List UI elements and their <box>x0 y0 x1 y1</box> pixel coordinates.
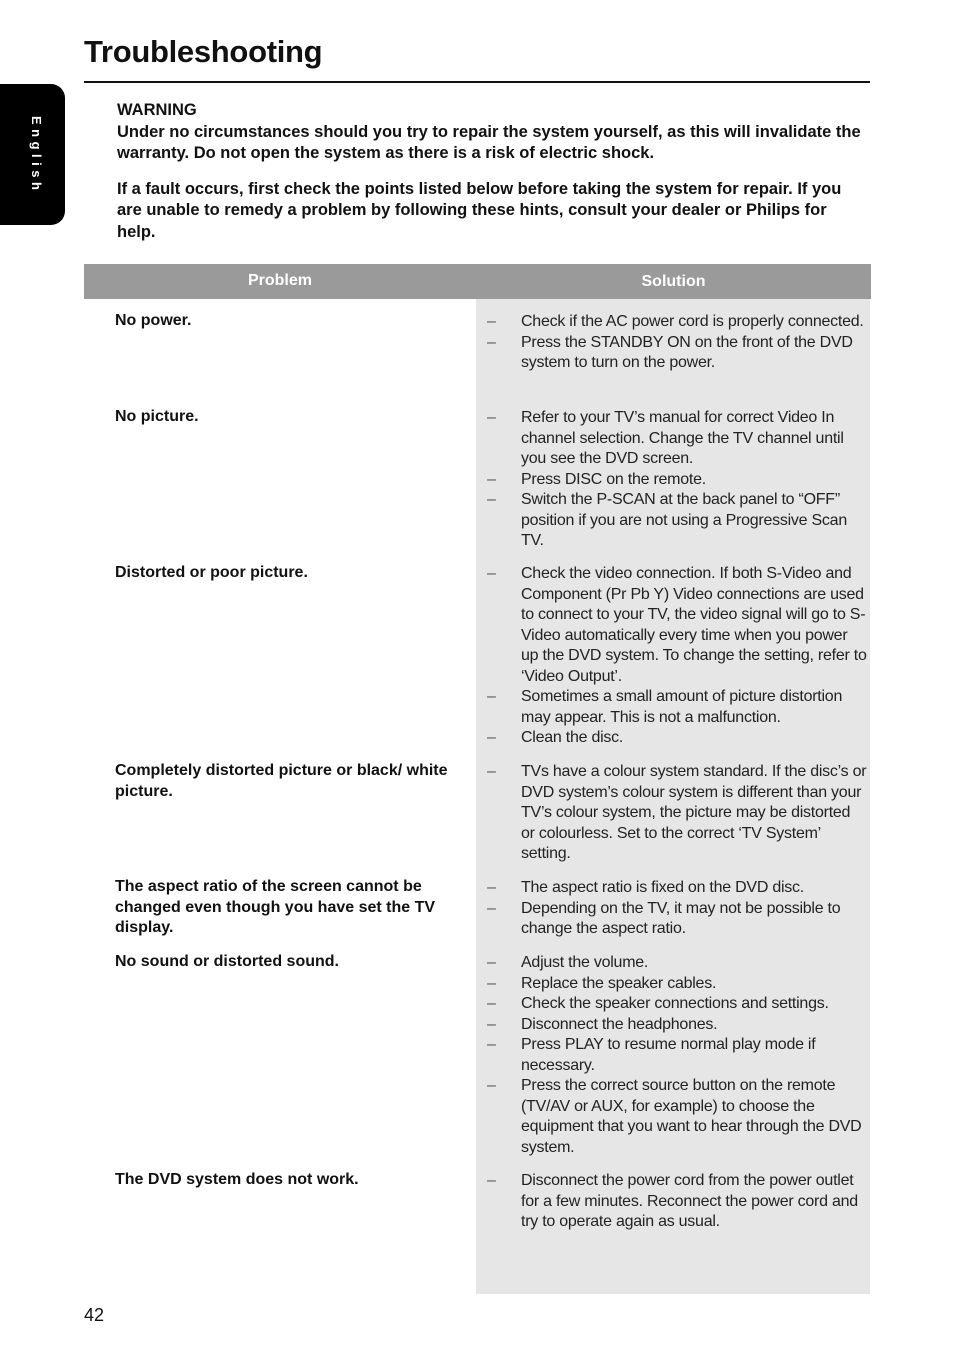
page-number: 42 <box>84 1305 105 1325</box>
solution-item: – Sometimes a small amount of picture distortion may appear. This is not a malfunction. <box>487 688 843 726</box>
problem-distorted-picture: Distorted or poor picture. <box>115 564 308 581</box>
problem-no-power: No power. <box>115 312 192 329</box>
solution-list-completely-distorted <box>487 762 867 865</box>
solution-list-no-power <box>487 312 867 374</box>
page-title: Troubleshooting <box>84 34 323 69</box>
solution-item: – Depending on the TV, it may not be possible to change the aspect ratio. <box>487 899 841 937</box>
problem-dvd-not-working: The DVD system does not work. <box>115 1171 359 1188</box>
solution-item: – Press the STANDBY ON on the front of the DVD system to turn on the power. <box>487 333 853 371</box>
problem-completely-distorted: Completely distorted picture or black/ white picture. <box>115 762 448 800</box>
solution-list-no-picture <box>487 408 867 552</box>
title-rule <box>84 81 870 83</box>
solution-list-dvd-not-working <box>487 1171 867 1233</box>
language-tab-label: English <box>29 116 44 195</box>
solution-item: – Clean the disc. <box>487 729 624 746</box>
solution-item: – Disconnect the power cord from the power outlet for a few minutes. Reconnect the power cord and try to operate again as usual. <box>487 1172 858 1230</box>
warning-text: Under no circumstances should you try to repair the system yourself, as this will invalidate the warranty. Do not open the system as there is a risk of electric shock. <box>117 122 861 162</box>
solution-list-distorted-picture <box>487 564 867 749</box>
solution-item: – Press the correct source button on the remote (TV/AV or AUX, for example) to choose the equipment that you want to hear through the DVD system. <box>487 1077 862 1156</box>
solution-item: – Refer to your TV’s manual for correct Video In channel selection. Change the TV channel until you see the DVD screen. <box>487 409 844 467</box>
solution-item: – Press PLAY to resume normal play mode if necessary. <box>487 1036 816 1074</box>
solution-item: – Switch the P-SCAN at the back panel to “OFF” position if you are not using a Progressive Scan TV. <box>487 491 847 549</box>
header-problem: Problem <box>247 272 312 289</box>
solution-item: – Press DISC on the remote. <box>487 470 706 488</box>
problem-no-picture: No picture. <box>115 408 199 425</box>
problem-no-sound: No sound or distorted sound. <box>115 953 339 970</box>
solution-list-no-sound <box>487 953 867 1158</box>
problem-aspect-ratio: The aspect ratio of the screen cannot be changed even though you have set the TV display. <box>115 878 436 936</box>
solution-item: – Disconnect the headphones. <box>487 1015 718 1033</box>
solution-item: – TVs have a colour system standard. If the disc’s or DVD system’s colour system is different than your TV’s colour system, the picture may be distorted or colourless. Set to the correct ‘TV System’ setting. <box>487 763 867 862</box>
solution-list-aspect-ratio <box>487 878 867 940</box>
warning-block <box>117 100 867 243</box>
solution-item: – Check the speaker connections and settings. <box>487 995 829 1012</box>
solution-item: – The aspect ratio is fixed on the DVD disc. <box>487 879 804 896</box>
fault-advice-text: If a fault occurs, first check the points listed below before taking the system for repair. If you are unable to remedy a problem by following these hints, consult your dealer or Philips for help. <box>117 179 842 241</box>
table-header <box>84 264 871 299</box>
solution-item: – Adjust the volume. <box>487 954 649 971</box>
warning-heading: WARNING <box>117 101 197 119</box>
solution-item: – Check the video connection. If both S-Video and Component (Pr Pb Y) Video connections are used to connect to your TV, the video signal will go to S-Video automatically every time when you power up the DVD system. To change the setting, refer to ‘Video Output’. <box>487 565 867 685</box>
solution-item: – Replace the speaker cables. <box>487 974 717 992</box>
solution-item: – Check if the AC power cord is properly connected. <box>487 313 864 330</box>
header-solution: Solution <box>641 273 706 290</box>
